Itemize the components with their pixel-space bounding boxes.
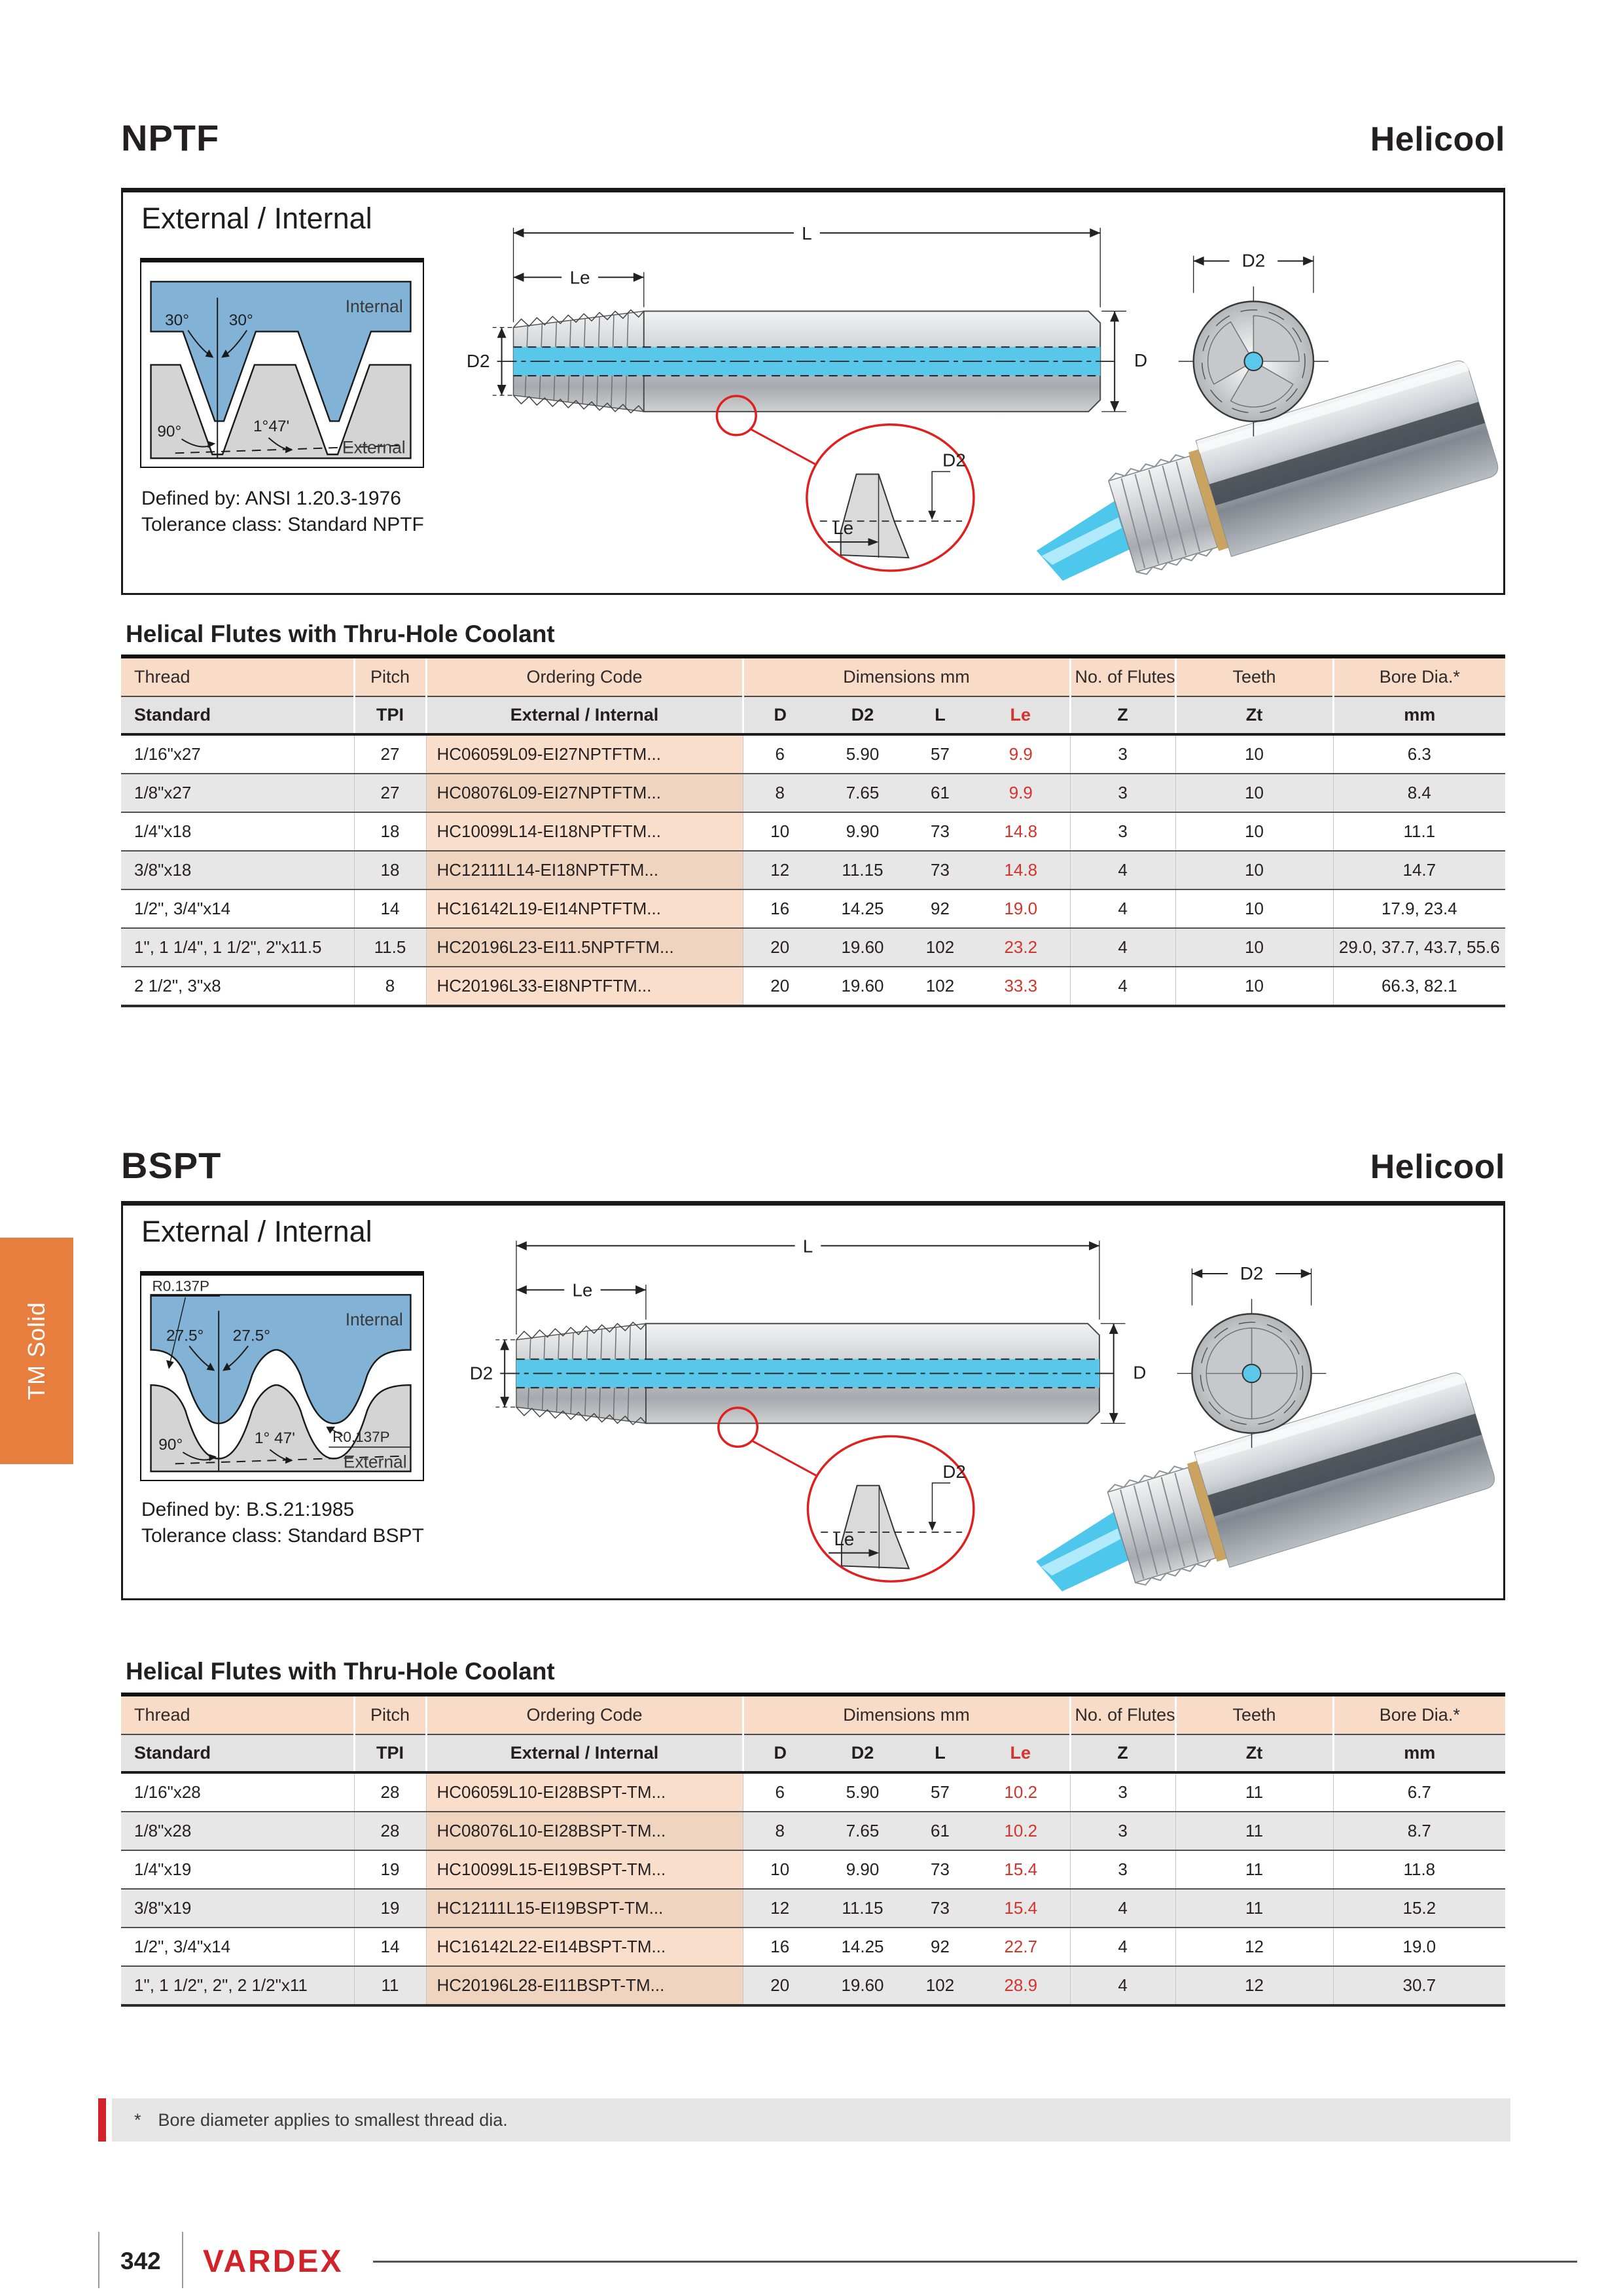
external-label: External xyxy=(343,1452,407,1472)
table-cell: 14.8 xyxy=(972,812,1070,851)
ordering-code-cell: HC10099L14-EI18NPTFTM... xyxy=(426,812,743,851)
column-group-header: No. of Flutes xyxy=(1070,1695,1175,1734)
dim-label-Le: Le xyxy=(572,1280,593,1300)
ordering-code-cell: HC10099L15-EI19BSPT-TM... xyxy=(426,1850,743,1889)
table-cell: 27 xyxy=(354,734,426,774)
sub-header-row xyxy=(121,1734,1505,1772)
table-cell: 1/4"x18 xyxy=(121,812,354,851)
section-title-nptf: NPTF xyxy=(121,117,220,158)
table-cell: 102 xyxy=(908,928,972,967)
nptf-technical-drawing xyxy=(429,195,1502,584)
side-view xyxy=(467,223,1147,413)
dim-label-D2-end: D2 xyxy=(1241,250,1266,271)
angle-label-left: 27.5° xyxy=(166,1327,204,1345)
detail-callout xyxy=(717,396,974,571)
sub-header-row xyxy=(121,696,1505,734)
dim-label-Le: Le xyxy=(569,267,590,288)
table-cell: 14.25 xyxy=(817,1928,908,1966)
table-cell: 3/8"x19 xyxy=(121,1889,354,1928)
table-cell: 12 xyxy=(743,1889,817,1928)
footnote-text: Bore diameter applies to smallest thread dia. xyxy=(158,2109,508,2130)
table-cell: 19.60 xyxy=(817,1966,908,2005)
bspt-technical-drawing xyxy=(429,1208,1502,1594)
table-cell: 22.7 xyxy=(972,1928,1070,1966)
column-header: L xyxy=(908,696,972,734)
table-row xyxy=(121,774,1505,812)
table-cell: 18 xyxy=(354,812,426,851)
table-cell: 3 xyxy=(1070,1850,1175,1889)
page-footer xyxy=(98,2232,1597,2288)
table-cell: 11.1 xyxy=(1333,812,1505,851)
table-cell: 9.90 xyxy=(817,1850,908,1889)
column-header: D2 xyxy=(817,696,908,734)
table-cell: 102 xyxy=(908,1966,972,2005)
ordering-code-cell: HC08076L10-EI28BSPT-TM... xyxy=(426,1812,743,1850)
column-header: Le xyxy=(972,1734,1070,1772)
nptf-standard-info xyxy=(141,486,424,538)
table-cell: 16 xyxy=(743,889,817,928)
footer-divider xyxy=(182,2232,183,2288)
table-cell: 3 xyxy=(1070,812,1175,851)
table-cell: 14.8 xyxy=(972,851,1070,889)
side-tab-tm-solid xyxy=(0,1238,73,1464)
table-cell: 10 xyxy=(1175,928,1333,967)
footer-divider xyxy=(98,2232,99,2288)
table-cell: 1/4"x19 xyxy=(121,1850,354,1889)
table-cell: 5.90 xyxy=(817,1772,908,1812)
table-cell: 4 xyxy=(1070,967,1175,1006)
nptf-table-heading: Helical Flutes with Thru-Hole Coolant xyxy=(126,620,555,647)
table-cell: 1", 1 1/2", 2", 2 1/2"x11 xyxy=(121,1966,354,2005)
table-cell: 73 xyxy=(908,1850,972,1889)
table-cell: 6.7 xyxy=(1333,1772,1505,1812)
nptf-table xyxy=(121,655,1505,1007)
table-cell: 3 xyxy=(1070,774,1175,812)
side-view xyxy=(470,1236,1147,1424)
table-cell: 20 xyxy=(743,967,817,1006)
column-header: mm xyxy=(1333,696,1505,734)
table-cell: 11 xyxy=(1175,1889,1333,1928)
table-cell: 3 xyxy=(1070,734,1175,774)
table-cell: 20 xyxy=(743,928,817,967)
vardex-logo: VARDEX xyxy=(203,2244,344,2279)
table-cell: 18 xyxy=(354,851,426,889)
table-cell: 11.8 xyxy=(1333,1850,1505,1889)
column-header: Z xyxy=(1070,696,1175,734)
ordering-code-cell: HC20196L28-EI11BSPT-TM... xyxy=(426,1966,743,2005)
table-cell: 4 xyxy=(1070,1889,1175,1928)
table-cell: 11 xyxy=(1175,1772,1333,1812)
column-header: D2 xyxy=(817,1734,908,1772)
table-row xyxy=(121,851,1505,889)
table-cell: 5.90 xyxy=(817,734,908,774)
angle-label-90: 90° xyxy=(158,1435,183,1454)
table-cell: 3 xyxy=(1070,1812,1175,1850)
tolerance-class-text: Tolerance class: Standard NPTF xyxy=(141,514,424,535)
column-header: Zt xyxy=(1175,1734,1333,1772)
ordering-code-cell: HC16142L22-EI14BSPT-TM... xyxy=(426,1928,743,1966)
table-cell: 3/8"x18 xyxy=(121,851,354,889)
column-group-header: Pitch xyxy=(354,656,426,696)
table-cell: 14 xyxy=(354,889,426,928)
table-cell: 8.7 xyxy=(1333,1812,1505,1850)
table-row xyxy=(121,1889,1505,1928)
footnote-box xyxy=(112,2098,1510,2142)
nptf-section-header xyxy=(121,117,1505,159)
table-cell: 11 xyxy=(1175,1812,1333,1850)
table-row xyxy=(121,1928,1505,1966)
table-cell: 4 xyxy=(1070,889,1175,928)
dim-label-Le-detail: Le xyxy=(834,1528,855,1549)
footer-rule xyxy=(373,2261,1577,2263)
table-cell: 20 xyxy=(743,1966,817,2005)
ordering-code-cell: HC06059L09-EI27NPTFTM... xyxy=(426,734,743,774)
table-cell: 92 xyxy=(908,889,972,928)
table-cell: 61 xyxy=(908,1812,972,1850)
defined-by-text: Defined by: ANSI 1.20.3-1976 xyxy=(141,488,401,509)
dim-label-L: L xyxy=(802,223,812,243)
column-header: TPI xyxy=(354,696,426,734)
panel-heading: External / Internal xyxy=(141,202,372,235)
column-header: D xyxy=(743,696,817,734)
ordering-code-cell: HC16142L19-EI14NPTFTM... xyxy=(426,889,743,928)
angle-label-left: 30° xyxy=(165,311,189,329)
table-cell: 12 xyxy=(743,851,817,889)
angle-label-90: 90° xyxy=(157,422,182,440)
column-group-header: Pitch xyxy=(354,1695,426,1734)
table-cell: 7.65 xyxy=(817,774,908,812)
table-cell: 73 xyxy=(908,851,972,889)
table-cell: 10 xyxy=(1175,774,1333,812)
internal-label: Internal xyxy=(345,1310,403,1330)
radius-label-top: R0.137P xyxy=(152,1278,209,1295)
table-cell: 1/2", 3/4"x14 xyxy=(121,1928,354,1966)
column-group-header: Thread xyxy=(121,656,354,696)
ordering-code-cell: HC06059L10-EI28BSPT-TM... xyxy=(426,1772,743,1812)
dim-label-D2-end: D2 xyxy=(1240,1263,1264,1283)
table-cell: 10 xyxy=(1175,812,1333,851)
thread-profile-drawing xyxy=(141,262,420,462)
nptf-diagram-box xyxy=(121,188,1505,595)
table-cell: 16 xyxy=(743,1928,817,1966)
angle-label-taper: 1°47' xyxy=(253,418,290,436)
table-cell: 11 xyxy=(1175,1850,1333,1889)
table-cell: 8 xyxy=(354,967,426,1006)
table-cell: 15.4 xyxy=(972,1850,1070,1889)
family-name-helicool: Helicool xyxy=(1370,120,1505,158)
coolant-hole xyxy=(1243,1365,1261,1383)
table-cell: 10 xyxy=(1175,967,1333,1006)
table-cell: 8.4 xyxy=(1333,774,1505,812)
table-row xyxy=(121,812,1505,851)
table-row xyxy=(121,928,1505,967)
page-number: 342 xyxy=(120,2248,161,2274)
table-row xyxy=(121,1812,1505,1850)
angle-label-right: 30° xyxy=(228,311,253,329)
table-cell: 2 1/2", 3"x8 xyxy=(121,967,354,1006)
table-cell: 6.3 xyxy=(1333,734,1505,774)
angle-label-taper: 1° 47' xyxy=(254,1429,295,1448)
table-cell: 73 xyxy=(908,1889,972,1928)
table-cell: 66.3, 82.1 xyxy=(1333,967,1505,1006)
table-cell: 10.2 xyxy=(972,1812,1070,1850)
ordering-code-cell: HC20196L33-EI8NPTFTM... xyxy=(426,967,743,1006)
table-cell: 10.2 xyxy=(972,1772,1070,1812)
column-group-header: Dimensions mm xyxy=(743,656,1070,696)
external-label: External xyxy=(342,437,406,457)
table-cell: 9.90 xyxy=(817,812,908,851)
table-cell: 7.65 xyxy=(817,1812,908,1850)
table-cell: 4 xyxy=(1070,928,1175,967)
footnote-accent-bar xyxy=(98,2098,106,2142)
table-cell: 8 xyxy=(743,774,817,812)
table-cell: 3 xyxy=(1070,1772,1175,1812)
table-cell: 9.9 xyxy=(972,734,1070,774)
table-cell: 17.9, 23.4 xyxy=(1333,889,1505,928)
panel-heading: External / Internal xyxy=(141,1215,372,1248)
column-header: TPI xyxy=(354,1734,426,1772)
table-row xyxy=(121,734,1505,774)
column-header: L xyxy=(908,1734,972,1772)
table-cell: 1/16"x27 xyxy=(121,734,354,774)
table-row xyxy=(121,1772,1505,1812)
table-cell: 19.0 xyxy=(1333,1928,1505,1966)
column-header: Zt xyxy=(1175,696,1333,734)
table-cell: 10 xyxy=(743,812,817,851)
table-cell: 4 xyxy=(1070,1928,1175,1966)
dim-label-Le-detail: Le xyxy=(833,518,854,539)
table-cell: 57 xyxy=(908,734,972,774)
side-tab-label: TM Solid xyxy=(23,1301,50,1401)
table-cell: 27 xyxy=(354,774,426,812)
table-cell: 8 xyxy=(743,1812,817,1850)
table-cell: 11.15 xyxy=(817,851,908,889)
angle-label-right: 27.5° xyxy=(232,1327,270,1345)
column-header: Standard xyxy=(121,696,354,734)
bspt-diagram-box xyxy=(121,1201,1505,1600)
thread-profile-drawing xyxy=(141,1276,420,1475)
table-cell: 1/8"x27 xyxy=(121,774,354,812)
column-group-header: No. of Flutes xyxy=(1070,656,1175,696)
group-header-row xyxy=(121,656,1505,696)
family-name-helicool: Helicool xyxy=(1370,1148,1505,1186)
footnote-asterisk: * xyxy=(134,2109,141,2130)
radius-label-bottom: R0.137P xyxy=(332,1429,390,1446)
table-cell: 29.0, 37.7, 43.7, 55.6 xyxy=(1333,928,1505,967)
group-header-row xyxy=(121,1695,1505,1734)
table-cell: 19 xyxy=(354,1850,426,1889)
table-cell: 4 xyxy=(1070,851,1175,889)
table-cell: 14 xyxy=(354,1928,426,1966)
bspt-table xyxy=(121,1693,1505,2007)
dim-label-D2-detail: D2 xyxy=(942,450,966,471)
table-cell: 28 xyxy=(354,1772,426,1812)
table-cell: 19.60 xyxy=(817,967,908,1006)
table-cell: 11.15 xyxy=(817,1889,908,1928)
column-header: Le xyxy=(972,696,1070,734)
table-cell: 4 xyxy=(1070,1966,1175,2005)
table-row xyxy=(121,889,1505,928)
column-header: External / Internal xyxy=(426,696,743,734)
bspt-section-header xyxy=(121,1144,1505,1187)
table-cell: 9.9 xyxy=(972,774,1070,812)
table-cell: 1/8"x28 xyxy=(121,1812,354,1850)
column-group-header: Teeth xyxy=(1175,656,1333,696)
bspt-thread-profile xyxy=(140,1271,424,1481)
column-group-header: Thread xyxy=(121,1695,354,1734)
footnote xyxy=(98,2098,1510,2142)
dim-label-L: L xyxy=(802,1236,813,1257)
table-cell: 10 xyxy=(1175,889,1333,928)
column-group-header: Bore Dia.* xyxy=(1333,656,1505,696)
table-cell: 1", 1 1/4", 1 1/2", 2"x11.5 xyxy=(121,928,354,967)
bspt-standard-info xyxy=(141,1497,424,1549)
table-cell: 28.9 xyxy=(972,1966,1070,2005)
bspt-table-heading: Helical Flutes with Thru-Hole Coolant xyxy=(126,1658,555,1685)
table-cell: 10 xyxy=(1175,851,1333,889)
table-cell: 14.25 xyxy=(817,889,908,928)
table-row xyxy=(121,1850,1505,1889)
dim-label-D2-detail: D2 xyxy=(942,1461,966,1482)
table-row xyxy=(121,967,1505,1006)
dim-label-D: D xyxy=(1133,1362,1147,1383)
detail-callout xyxy=(719,1408,974,1581)
defined-by-text: Defined by: B.S.21:1985 xyxy=(141,1499,355,1520)
column-header: Z xyxy=(1070,1734,1175,1772)
table-cell: 6 xyxy=(743,734,817,774)
coolant-hole xyxy=(1244,352,1262,370)
table-cell: 23.2 xyxy=(972,928,1070,967)
table-cell: 14.7 xyxy=(1333,851,1505,889)
table-cell: 10 xyxy=(1175,734,1333,774)
dim-label-D2: D2 xyxy=(469,1363,493,1384)
ordering-code-cell: HC08076L09-EI27NPTFTM... xyxy=(426,774,743,812)
table-cell: 61 xyxy=(908,774,972,812)
column-group-header: Ordering Code xyxy=(426,656,743,696)
table-cell: 28 xyxy=(354,1812,426,1850)
table-cell: 6 xyxy=(743,1772,817,1812)
column-header: External / Internal xyxy=(426,1734,743,1772)
column-group-header: Teeth xyxy=(1175,1695,1333,1734)
table-cell: 57 xyxy=(908,1772,972,1812)
column-group-header: Dimensions mm xyxy=(743,1695,1070,1734)
table-cell: 92 xyxy=(908,1928,972,1966)
table-cell: 12 xyxy=(1175,1966,1333,2005)
table-cell: 19.0 xyxy=(972,889,1070,928)
internal-label: Internal xyxy=(345,296,403,317)
table-cell: 15.2 xyxy=(1333,1889,1505,1928)
column-group-header: Ordering Code xyxy=(426,1695,743,1734)
ordering-code-cell: HC12111L14-EI18NPTFTM... xyxy=(426,851,743,889)
nptf-thread-profile xyxy=(140,258,424,468)
dim-label-D2: D2 xyxy=(466,351,490,372)
table-cell: 102 xyxy=(908,967,972,1006)
table-cell: 12 xyxy=(1175,1928,1333,1966)
table-cell: 11.5 xyxy=(354,928,426,967)
table-cell: 15.4 xyxy=(972,1889,1070,1928)
ordering-code-cell: HC20196L23-EI11.5NPTFTM... xyxy=(426,928,743,967)
table-cell: 73 xyxy=(908,812,972,851)
table-cell: 19 xyxy=(354,1889,426,1928)
table-cell: 10 xyxy=(743,1850,817,1889)
dim-label-D: D xyxy=(1134,350,1148,371)
section-title-bspt: BSPT xyxy=(121,1145,222,1186)
tolerance-class-text: Tolerance class: Standard BSPT xyxy=(141,1525,424,1547)
column-group-header: Bore Dia.* xyxy=(1333,1695,1505,1734)
table-row xyxy=(121,1966,1505,2005)
column-header: Standard xyxy=(121,1734,354,1772)
table-cell: 11 xyxy=(354,1966,426,2005)
table-cell: 1/2", 3/4"x14 xyxy=(121,889,354,928)
ordering-code-cell: HC12111L15-EI19BSPT-TM... xyxy=(426,1889,743,1928)
table-cell: 30.7 xyxy=(1333,1966,1505,2005)
column-header: mm xyxy=(1333,1734,1505,1772)
table-cell: 33.3 xyxy=(972,967,1070,1006)
table-cell: 1/16"x28 xyxy=(121,1772,354,1812)
column-header: D xyxy=(743,1734,817,1772)
table-cell: 19.60 xyxy=(817,928,908,967)
